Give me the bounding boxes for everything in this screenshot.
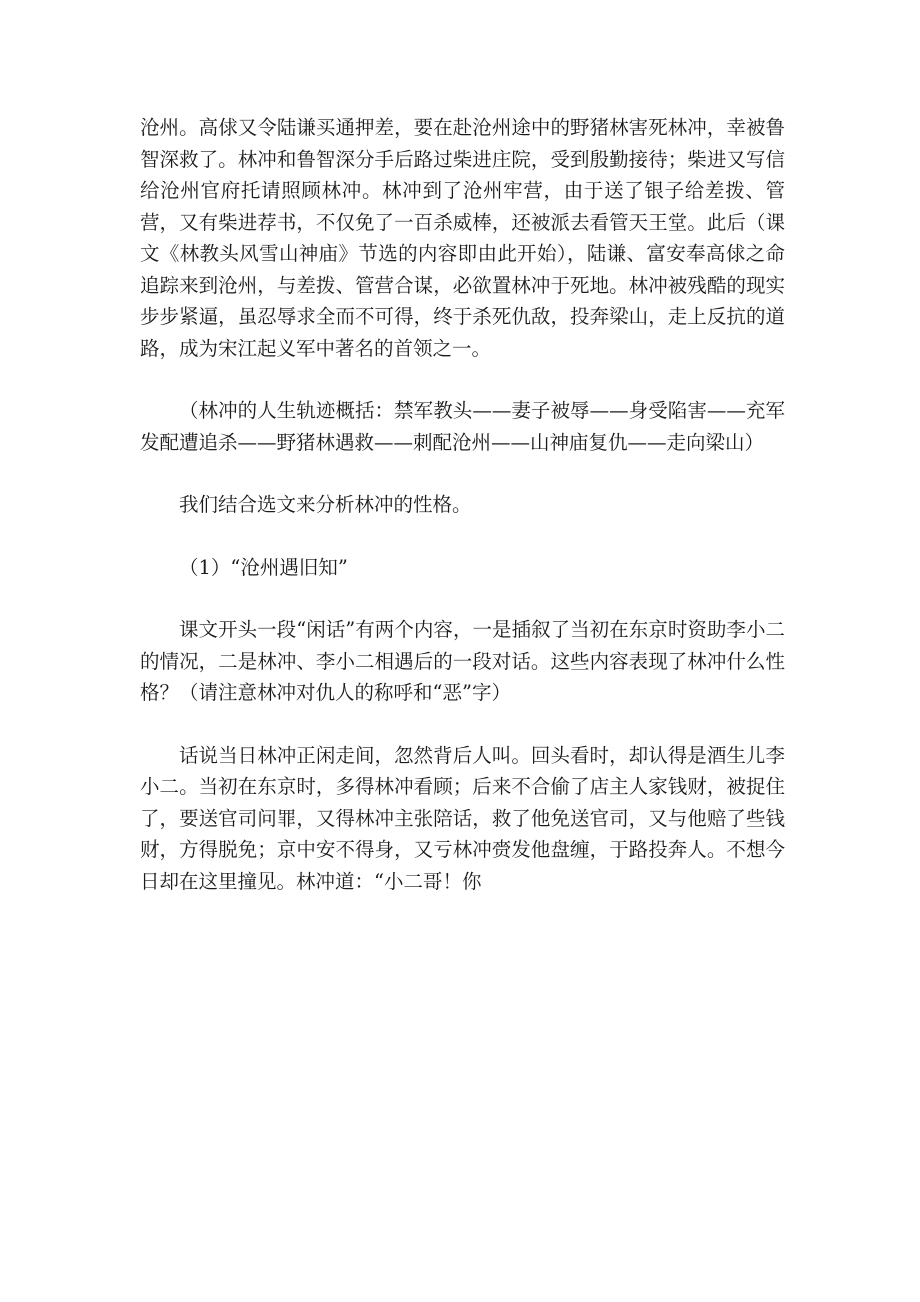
paragraph-gap (140, 521, 785, 552)
paragraph-gap (140, 364, 785, 395)
document-page (140, 112, 785, 897)
paragraph-gap (140, 583, 785, 614)
paragraph-life-trajectory: （林冲的人生轨迹概括：禁军教头——妻子被辱——身受陷害——充军发配遭追杀——野猪林遇救——刺配沧州——山神庙复仇——走向梁山） (140, 399, 785, 454)
section-heading: （1）“沧州遇旧知” (179, 555, 348, 579)
paragraph-gap (140, 709, 785, 740)
paragraph-background-story: 沧州。高俅又令陆谦买通押差，要在赴沧州途中的野猪林害死林冲，幸被鲁智深救了。林冲和鲁智深分手后路过柴进庄院，受到殷勤接待；柴进又写信给沧州官府托请照顾林冲。林冲到了沧州牢营，由于送了银子给差拨、管营，又有柴进荐书，不仅免了一百杀威棒，还被派去看管天王堂。此后（课文《林教头风雪山神庙》节选的内容即由此开始），陆谦、富安奉高俅之命追踪来到沧州，与差拨、管营合谋，必欲置林冲于死地。林冲被残酷的现实步步紧逼，虽忍辱求全而不可得，终于杀死仇敌，投奔梁山，走上反抗的道路，成为宋江起义军中著名的首领之一。 (140, 116, 785, 360)
paragraph-gap (140, 458, 785, 489)
paragraph-analysis-intro: 我们结合选文来分析林冲的性格。 (179, 493, 472, 516)
paragraph-question: 课文开头一段“闲话”有两个内容，一是插叙了当初在东京时资助李小二的情况，二是林冲、李小二相遇后的一段对话。这些内容表现了林冲什么性格？（请注意林冲对仇人的称呼和“恶”字） (140, 618, 785, 704)
paragraph-quoted-text: 话说当日林冲正闲走间，忽然背后人叫。回头看时，却认得是酒生儿李小二。当初在东京时，多得林冲看顾；后来不合偷了店主人家钱财，被捉住了，要送官司问罪，又得林冲主张陪话，救了他免送官司，又与他赔了些钱财，方得脱免；京中安不得身，又亏林冲赍发他盘缠，于路投奔人。不想今日却在这里撞见。林冲道：“小二哥！你 (140, 743, 785, 893)
